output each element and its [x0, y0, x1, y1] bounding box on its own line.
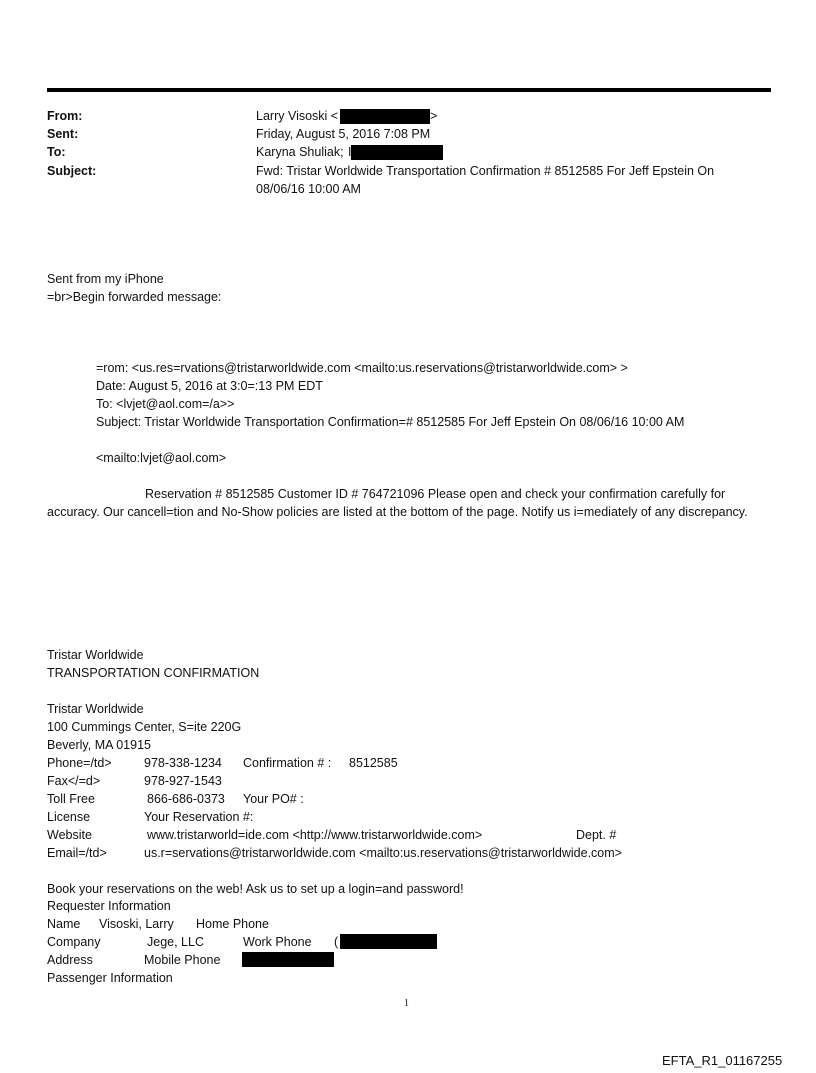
- from-value: Larry Visoski <: [256, 109, 339, 123]
- fax-label: Fax</=d>: [47, 774, 101, 788]
- to-label: To:: [47, 145, 66, 159]
- forwarded-subject: Subject: Tristar Worldwide Transportation Confirmation=# 8512585 For Jeff Epstein On 08/06/16 10:00 AM: [96, 415, 685, 429]
- company-title: Tristar Worldwide: [47, 648, 144, 662]
- redaction-block: [340, 934, 437, 949]
- begin-forwarded-line: =br>Begin forwarded message:: [47, 290, 222, 304]
- to-value: Karyna Shuliak;: [256, 145, 344, 159]
- mailto-link[interactable]: <mailto:lvjet@aol.com>: [96, 451, 227, 465]
- confirmation-title: TRANSPORTATION CONFIRMATION: [47, 666, 260, 680]
- address-line-2: Beverly, MA 01915: [47, 738, 151, 752]
- reservation-label: Your Reservation #:: [144, 810, 254, 824]
- tollfree-label: Toll Free: [47, 792, 95, 806]
- forwarded-from: =rom: <us.res=rvations@tristarworldwide.com <mailto:us.reservations@tristarworldwide.com> >: [96, 361, 628, 375]
- address-label: Address: [47, 953, 93, 967]
- book-online-line: Book your reservations on the web! Ask us to set up a login=and password!: [47, 882, 464, 896]
- website-label: Website: [47, 828, 92, 842]
- home-phone-label: Home Phone: [196, 917, 269, 931]
- company-value: Jege, LLC: [147, 935, 204, 949]
- license-label: License: [47, 810, 91, 824]
- email-link[interactable]: us.r=servations@tristarworldwide.com <mailto:us.reservations@tristarworldwide.com>: [144, 846, 622, 860]
- work-phone-label: Work Phone: [243, 935, 312, 949]
- forwarded-to: To: <lvjet@aol.com=/a>>: [96, 397, 235, 411]
- sent-from-line: Sent from my iPhone: [47, 272, 164, 286]
- to-value-trail: I: [348, 145, 352, 159]
- phone-label: Phone=/td>: [47, 756, 112, 770]
- forwarded-date: Date: August 5, 2016 at 3:0=:13 PM EDT: [96, 379, 323, 393]
- dept-label: Dept. #: [576, 828, 617, 842]
- sent-value: Friday, August 5, 2016 7:08 PM: [256, 127, 431, 141]
- name-value: Visoski, Larry: [99, 917, 174, 931]
- passenger-info-heading: Passenger Information: [47, 971, 173, 985]
- redaction-block: [242, 952, 334, 967]
- header-rule: [47, 88, 771, 92]
- address-line-1: 100 Cummings Center, S=ite 220G: [47, 720, 242, 734]
- name-label: Name: [47, 917, 81, 931]
- fax-value: 978-927-1543: [144, 774, 222, 788]
- tollfree-value: 866-686-0373: [147, 792, 225, 806]
- from-value-tail: >: [430, 109, 438, 123]
- reservation-paragraph-text: Reservation # 8512585 Customer ID # 764721096 Please open and check your confirmation carefully for accuracy. Our cancell=tion and No-Show policies are listed at the bottom of the page. Notify us i=mediately of any discrepancy.: [47, 487, 748, 519]
- work-phone-peek: (: [334, 935, 339, 949]
- document-id: EFTA_R1_01167255: [662, 1053, 783, 1068]
- redaction-block: [340, 109, 430, 124]
- phone-value: 978-338-1234: [144, 756, 222, 770]
- email-label: Email=/td>: [47, 846, 107, 860]
- sent-label: Sent:: [47, 127, 79, 141]
- from-label: From:: [47, 109, 83, 123]
- redaction-block: [351, 145, 443, 160]
- mobile-phone-label: Mobile Phone: [144, 953, 221, 967]
- confirmation-value: 8512585: [349, 756, 398, 770]
- subject-label: Subject:: [47, 164, 97, 178]
- requester-info-heading: Requester Information: [47, 899, 171, 913]
- company-name: Tristar Worldwide: [47, 702, 144, 716]
- subject-line-2: 08/06/16 10:00 AM: [256, 182, 361, 196]
- reservation-paragraph: [47, 485, 769, 521]
- subject-line-1: Fwd: Tristar Worldwide Transportation Confirmation # 8512585 For Jeff Epstein On: [256, 164, 715, 178]
- page-number: 1: [404, 998, 409, 1009]
- company-label: Company: [47, 935, 101, 949]
- website-link[interactable]: www.tristarworld=ide.com <http://www.tristarworldwide.com>: [147, 828, 483, 842]
- confirmation-label: Confirmation # :: [243, 756, 332, 770]
- po-label: Your PO# :: [243, 792, 304, 806]
